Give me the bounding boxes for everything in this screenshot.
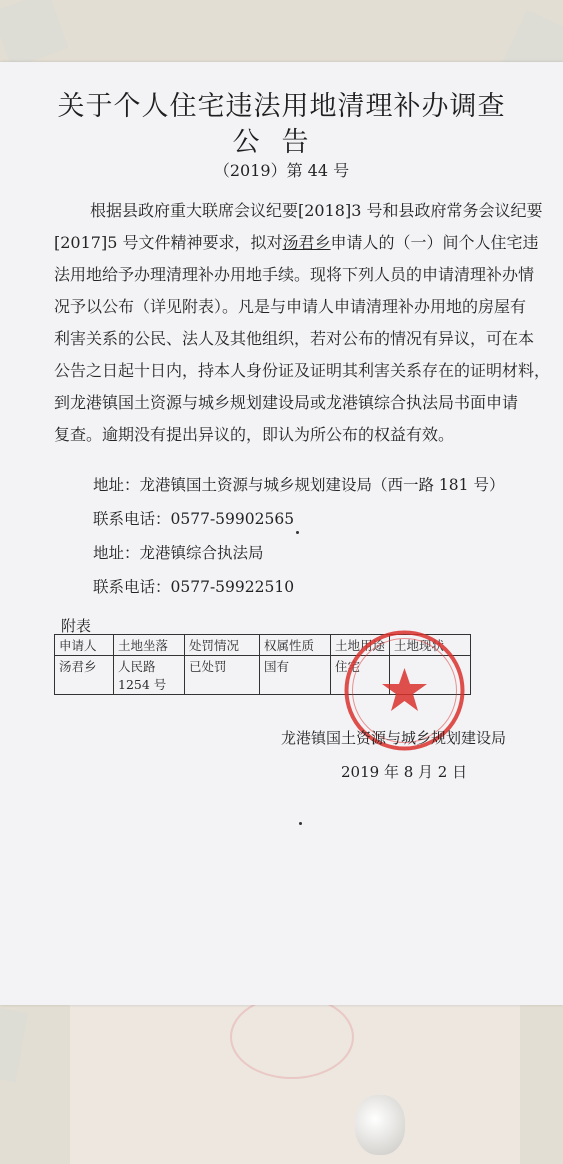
phone-enforcement-bureau: 联系电话：0577-59922510 <box>93 578 295 596</box>
body-line <box>54 390 519 413</box>
address-enforcement-bureau: 地址：龙港镇综合执法局 <box>93 544 264 562</box>
body-line <box>54 294 527 317</box>
table-header: 土地用途 <box>331 635 390 656</box>
body-line <box>54 422 514 445</box>
table-cell: 汤君乡 <box>55 656 114 695</box>
wall-pin <box>355 1095 405 1155</box>
paper-speck <box>296 531 299 534</box>
address-land-bureau: 地址：龙港镇国土资源与城乡规划建设局（西一路 181 号） <box>93 476 505 494</box>
table-header: 申请人 <box>55 635 114 656</box>
notice-subtitle: 公告 <box>232 127 331 158</box>
table-cell: 住宅 <box>331 656 390 695</box>
body-line <box>54 230 539 253</box>
tape-bottom-left <box>0 1008 28 1082</box>
body-text: [2017]5 号文件精神要求，拟对 <box>54 233 283 252</box>
body-line <box>90 198 550 221</box>
phone-land-bureau: 联系电话：0577-59902565 <box>93 510 295 528</box>
body-text: 况予以公布（详见附表）。凡是与申请人申请清理补办用地的房屋有 <box>54 297 527 316</box>
body-text: 复查。逾期没有提出异议的，即认为所公布的权益有效。 <box>54 425 455 444</box>
signature-date: 2019 年 8 月 2 日 <box>341 763 468 781</box>
table-header: 处罚情况 <box>185 635 260 656</box>
tape-top-left <box>0 0 68 68</box>
paper-speck <box>299 822 302 825</box>
table-cell: 已处罚 <box>185 656 260 695</box>
body-text: 法用地给予办理清理补办用地手续。现将下列人员的申请清理补办情 <box>54 265 535 284</box>
body-line <box>54 358 551 381</box>
table-header: 权属性质 <box>260 635 331 656</box>
body-text: 到龙港镇国土资源与城乡规划建设局或龙港镇综合执法局书面申请 <box>54 393 519 412</box>
body-text: 根据县政府重大联席会议纪要[2018]3 号和县政府常务会议纪要 <box>90 201 543 220</box>
issue-number: （2019）第 44 号 <box>213 161 350 180</box>
body-line <box>54 262 535 285</box>
body-line <box>54 326 535 349</box>
applicant-name-underlined: 汤君乡 <box>282 233 331 252</box>
faded-old-seal <box>230 995 354 1079</box>
table-header: 土地坐落 <box>114 635 185 656</box>
signature-organization: 龙港镇国土资源与城乡规划建设局 <box>281 729 507 747</box>
table-cell: 国有 <box>260 656 331 695</box>
table-header: 土地现状 <box>390 635 471 656</box>
body-text: 公告之日起十日内，持本人身份证及证明其利害关系存在的证明材料， <box>54 361 551 380</box>
table-cell: 人民路 1254 号 <box>114 656 185 695</box>
appendix-label: 附表 <box>61 617 92 635</box>
body-text: 申请人的（一）间个人住宅违 <box>330 233 539 252</box>
notice-title: 关于个人住宅违法用地清理补办调查 <box>57 91 506 122</box>
body-text: 利害关系的公民、法人及其他组织，若对公布的情况有异议，可在本 <box>54 329 535 348</box>
